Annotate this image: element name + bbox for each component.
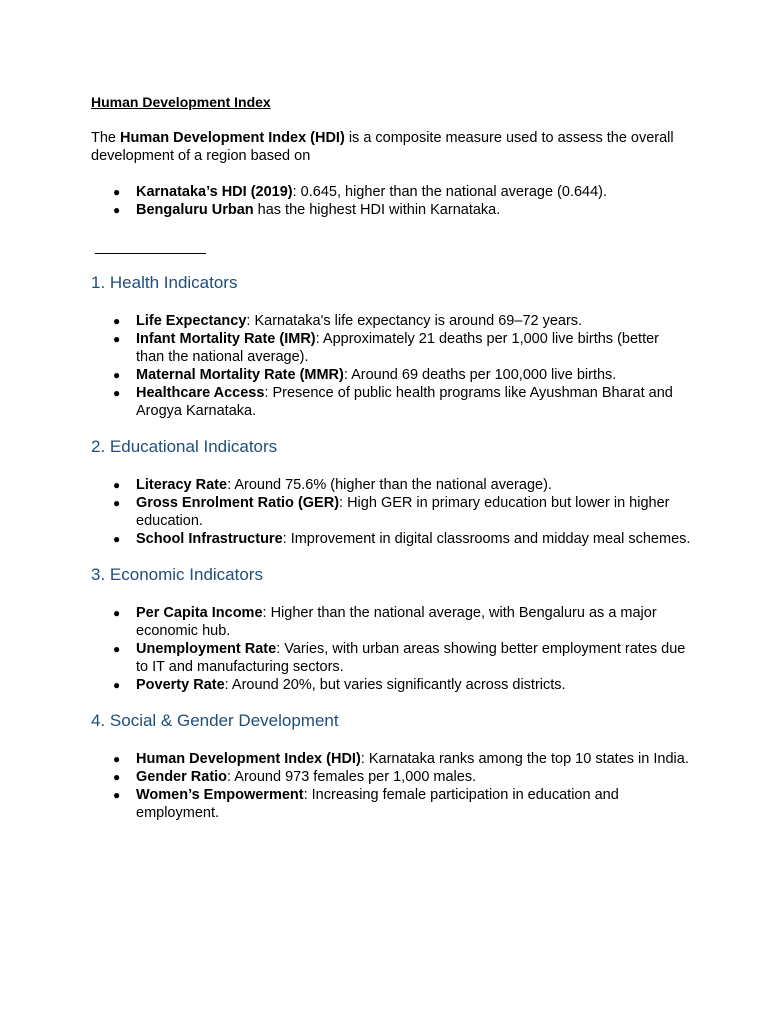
item-term: Gender Ratio	[136, 769, 228, 785]
item-text: : Around 20%, but varies significantly across districts.	[224, 677, 566, 693]
item-text: : High GER in primary education but lower in higher education.	[136, 495, 670, 529]
bullet-icon: ●	[113, 314, 121, 328]
list-item	[91, 494, 691, 530]
list-item	[91, 750, 691, 768]
item-term: Poverty Rate	[136, 677, 225, 693]
intro-prefix: The	[91, 130, 121, 146]
item-term: Maternal Mortality Rate (MMR)	[136, 367, 344, 383]
bullet-icon: ●	[113, 532, 121, 546]
list-item	[91, 366, 691, 384]
list-item	[91, 640, 691, 676]
item-term: Karnataka’s HDI (2019)	[136, 184, 293, 200]
item-text: : Approximately 21 deaths per 1,000 live births (better than the national average).	[136, 331, 659, 365]
bullet-icon: ●	[113, 606, 121, 620]
item-term: Infant Mortality Rate (IMR)	[136, 331, 316, 347]
list-item	[91, 312, 691, 330]
item-text: : Around 973 females per 1,000 males.	[227, 769, 477, 785]
bullet-icon: ●	[113, 368, 121, 382]
list-item	[91, 530, 691, 548]
section-heading-economic: 3. Economic Indicators	[91, 565, 263, 584]
bullet-icon: ●	[113, 332, 121, 346]
item-term: Literacy Rate	[136, 477, 228, 493]
list-item	[91, 330, 691, 366]
health-indicators-list	[91, 312, 691, 420]
bullet-icon: ●	[113, 478, 121, 492]
item-term: Unemployment Rate	[136, 641, 277, 657]
item-text: : Presence of public health programs like Ayushman Bharat and Arogya Karnataka.	[136, 385, 673, 419]
item-text: : Karnataka's life expectancy is around 69–72 years.	[246, 313, 583, 329]
intro-bullet-list	[91, 183, 691, 219]
item-term: Per Capita Income	[136, 605, 263, 621]
bullet-icon: ●	[113, 788, 121, 802]
list-item	[91, 768, 691, 786]
item-term: School Infrastructure	[136, 531, 283, 547]
bullet-icon: ●	[113, 185, 121, 199]
document-page	[91, 93, 691, 822]
item-term: Bengaluru Urban	[136, 202, 254, 218]
section-heading-education: 2. Educational Indicators	[91, 437, 278, 456]
list-item	[91, 604, 691, 640]
educational-indicators-list	[91, 476, 691, 548]
list-item	[91, 183, 691, 201]
document-title: Human Development Index	[91, 94, 271, 110]
item-text: : Increasing female participation in education and employment.	[136, 787, 619, 821]
item-term: Gross Enrolment Ratio (GER)	[136, 495, 340, 511]
item-text: has the highest HDI within Karnataka.	[253, 202, 501, 218]
bullet-icon: ●	[113, 752, 121, 766]
item-text: : Around 75.6% (higher than the national average).	[227, 477, 552, 493]
list-item	[91, 676, 691, 694]
bullet-icon: ●	[113, 678, 121, 692]
horizontal-rule	[95, 253, 206, 254]
list-item	[91, 201, 691, 219]
intro-suffix: is a composite measure used to assess the overall development of a region based on	[91, 130, 674, 164]
list-item	[91, 476, 691, 494]
intro-paragraph	[91, 129, 691, 165]
section-heading-social-gender: 4. Social & Gender Development	[91, 711, 339, 730]
social-gender-list	[91, 750, 691, 822]
intro-bold-term: Human Development Index (HDI)	[120, 130, 345, 146]
item-text: : Improvement in digital classrooms and midday meal schemes.	[282, 531, 691, 547]
item-term: Life Expectancy	[136, 313, 247, 329]
item-term: Human Development Index (HDI)	[136, 751, 361, 767]
item-text: : 0.645, higher than the national average (0.644).	[292, 184, 608, 200]
economic-indicators-list	[91, 604, 691, 694]
bullet-icon: ●	[113, 496, 121, 510]
item-term: Healthcare Access	[136, 385, 265, 401]
item-text: : Karnataka ranks among the top 10 states in India.	[360, 751, 689, 767]
bullet-icon: ●	[113, 770, 121, 784]
list-item	[91, 786, 691, 822]
section-heading-health: 1. Health Indicators	[91, 273, 238, 292]
bullet-icon: ●	[113, 642, 121, 656]
list-item	[91, 384, 691, 420]
item-text: : Varies, with urban areas showing better employment rates due to IT and manufacturing sectors.	[136, 641, 686, 675]
bullet-icon: ●	[113, 386, 121, 400]
item-text: : Higher than the national average, with Bengaluru as a major economic hub.	[136, 605, 657, 639]
bullet-icon: ●	[113, 203, 121, 217]
item-term: Women’s Empowerment	[136, 787, 304, 803]
item-text: : Around 69 deaths per 100,000 live births.	[343, 367, 617, 383]
